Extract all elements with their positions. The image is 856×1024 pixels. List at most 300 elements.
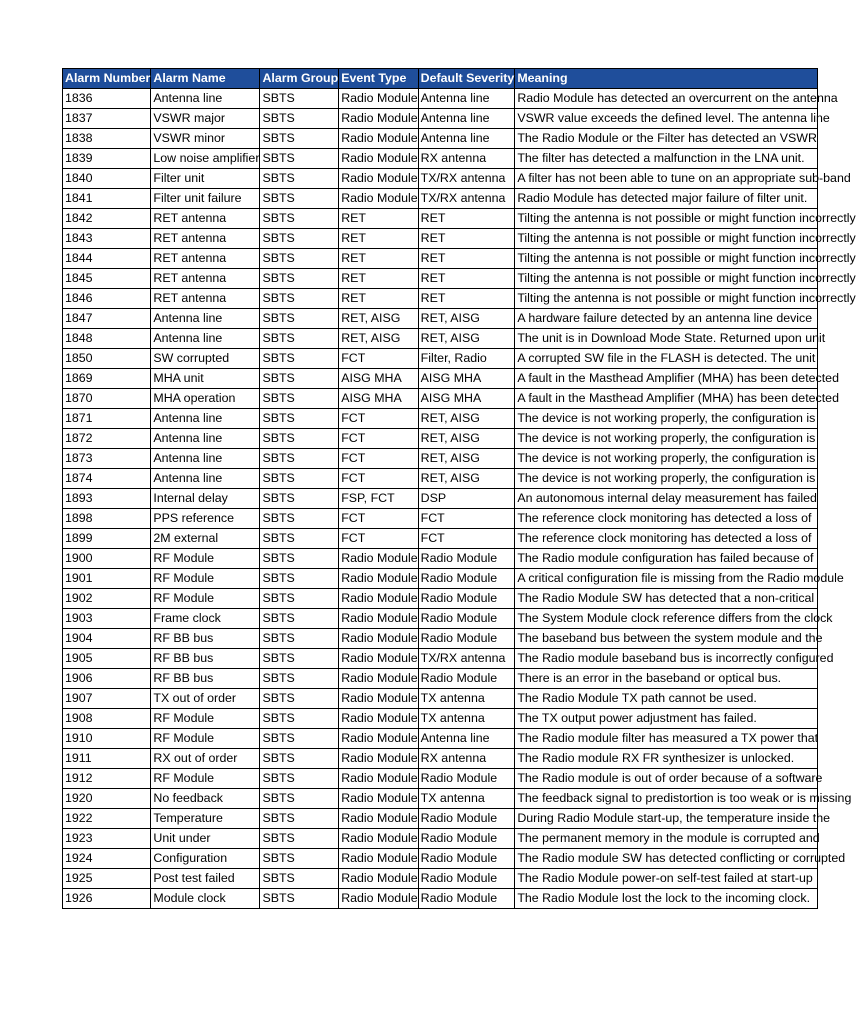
cell-meaning[interactable] <box>515 189 818 209</box>
table-row <box>63 889 818 909</box>
cell-meaning[interactable] <box>515 469 818 489</box>
cell-alarm-number[interactable]: 1904 <box>63 629 151 649</box>
cell-default-severity[interactable]: Radio Module <box>418 669 515 689</box>
meaning-text: A corrupted SW file in the FLASH is detected. The unit <box>517 351 816 365</box>
cell-alarm-name[interactable]: Internal delay <box>151 489 260 509</box>
cell-meaning[interactable] <box>515 849 846 869</box>
cell-alarm-number[interactable]: 1836 <box>63 89 151 109</box>
cell-alarm-number[interactable]: 1926 <box>63 889 151 909</box>
cell-meaning[interactable] <box>515 249 856 269</box>
cell-alarm-name[interactable]: RET antenna <box>151 289 260 309</box>
cell-alarm-group[interactable]: SBTS <box>260 229 339 249</box>
cell-alarm-number[interactable]: 1873 <box>63 449 151 469</box>
cell-default-severity[interactable]: TX antenna <box>418 689 515 709</box>
cell-alarm-group[interactable]: SBTS <box>260 189 339 209</box>
cell-alarm-name[interactable]: Antenna line <box>151 329 260 349</box>
cell-meaning[interactable] <box>515 569 844 589</box>
cell-alarm-number[interactable]: 1903 <box>63 609 151 629</box>
cell-default-severity[interactable]: FCT <box>418 529 515 549</box>
table-row <box>63 169 818 189</box>
cell-alarm-number[interactable]: 1840 <box>63 169 151 189</box>
cell-event-type[interactable]: Radio Module <box>339 169 418 189</box>
table-row <box>63 589 818 609</box>
cell-meaning[interactable] <box>515 149 818 169</box>
cell-event-type[interactable]: Radio Module <box>339 109 418 129</box>
cell-event-type[interactable]: RET <box>339 209 418 229</box>
cell-meaning[interactable] <box>515 349 818 369</box>
cell-event-type[interactable]: Radio Module <box>339 129 418 149</box>
meaning-text: The System Module clock reference differs from the clock <box>517 611 833 625</box>
cell-meaning[interactable] <box>515 549 818 569</box>
cell-event-type[interactable]: Radio Module <box>339 809 418 829</box>
cell-event-type[interactable]: RET <box>339 249 418 269</box>
cell-alarm-name[interactable]: RET antenna <box>151 229 260 249</box>
meaning-text: The permanent memory in the module is corrupted and <box>517 831 820 845</box>
cell-event-type[interactable]: FCT <box>339 349 418 369</box>
cell-event-type[interactable]: Radio Module <box>339 749 418 769</box>
cell-event-type[interactable]: RET, AISG <box>339 329 418 349</box>
cell-alarm-group[interactable]: SBTS <box>260 629 339 649</box>
table-row <box>63 189 818 209</box>
table-row <box>63 369 818 389</box>
cell-meaning[interactable] <box>515 129 818 149</box>
cell-meaning[interactable] <box>515 729 818 749</box>
cell-default-severity[interactable]: RX antenna <box>418 749 515 769</box>
cell-default-severity[interactable]: Radio Module <box>418 849 515 869</box>
cell-alarm-group[interactable]: SBTS <box>260 409 339 429</box>
table-row <box>63 389 818 409</box>
cell-alarm-group[interactable]: SBTS <box>260 209 339 229</box>
cell-alarm-name[interactable]: RF BB bus <box>151 669 260 689</box>
cell-alarm-group[interactable]: SBTS <box>260 309 339 329</box>
cell-alarm-number[interactable]: 1839 <box>63 149 151 169</box>
cell-alarm-number[interactable]: 1908 <box>63 709 151 729</box>
meaning-text: The Radio module RX FR synthesizer is unlocked. <box>517 751 795 765</box>
cell-meaning[interactable] <box>515 489 818 509</box>
meaning-text: The Radio module is out of order because of a software <box>517 771 823 785</box>
cell-default-severity[interactable]: Radio Module <box>418 829 515 849</box>
cell-event-type[interactable]: Radio Module <box>339 589 418 609</box>
cell-alarm-name[interactable]: RET antenna <box>151 249 260 269</box>
cell-event-type[interactable]: FCT <box>339 429 418 449</box>
cell-alarm-name[interactable]: RET antenna <box>151 209 260 229</box>
cell-alarm-number[interactable]: 1847 <box>63 309 151 329</box>
cell-alarm-group[interactable]: SBTS <box>260 489 339 509</box>
cell-alarm-group[interactable]: SBTS <box>260 509 339 529</box>
cell-meaning[interactable] <box>515 829 818 849</box>
cell-alarm-number[interactable]: 1846 <box>63 289 151 309</box>
cell-alarm-name[interactable]: Filter unit failure <box>151 189 260 209</box>
header-alarm-group[interactable]: Alarm Group <box>260 69 339 89</box>
meaning-text: VSWR value exceeds the defined level. The antenna line <box>517 111 830 125</box>
cell-default-severity[interactable]: DSP <box>418 489 515 509</box>
cell-event-type[interactable]: Radio Module <box>339 889 418 909</box>
cell-alarm-name[interactable]: No feedback <box>151 789 260 809</box>
cell-event-type[interactable]: RET, AISG <box>339 309 418 329</box>
table-body <box>63 89 856 909</box>
cell-alarm-name[interactable]: MHA unit <box>151 369 260 389</box>
cell-meaning[interactable] <box>515 649 834 669</box>
cell-alarm-group[interactable]: SBTS <box>260 689 339 709</box>
meaning-text: Tilting the antenna is not possible or might function incorrectly <box>517 231 856 245</box>
cell-alarm-group[interactable]: SBTS <box>260 349 339 369</box>
cell-default-severity[interactable]: Antenna line <box>418 729 515 749</box>
cell-alarm-name[interactable]: MHA operation <box>151 389 260 409</box>
cell-default-severity[interactable]: FCT <box>418 509 515 529</box>
table-row <box>63 89 818 109</box>
cell-alarm-group[interactable]: SBTS <box>260 709 339 729</box>
cell-default-severity[interactable]: RET <box>418 269 515 289</box>
cell-alarm-name[interactable]: RF Module <box>151 729 260 749</box>
cell-event-type[interactable]: FCT <box>339 529 418 549</box>
meaning-text: The Radio module SW has detected conflicting or corrupted <box>517 851 846 865</box>
cell-alarm-number[interactable]: 1924 <box>63 849 151 869</box>
cell-event-type[interactable]: AISG MHA <box>339 389 418 409</box>
cell-default-severity[interactable]: TX/RX antenna <box>418 169 515 189</box>
meaning-text: A hardware failure detected by an antenna line device <box>517 311 813 325</box>
cell-alarm-number[interactable]: 1838 <box>63 129 151 149</box>
cell-alarm-group[interactable]: SBTS <box>260 609 339 629</box>
cell-alarm-group[interactable]: SBTS <box>260 169 339 189</box>
cell-alarm-number[interactable]: 1893 <box>63 489 151 509</box>
meaning-text: The Radio Module power-on self-test failed at start-up <box>517 871 813 885</box>
cell-alarm-name[interactable]: RF Module <box>151 589 260 609</box>
cell-event-type[interactable]: FSP, FCT <box>339 489 418 509</box>
cell-alarm-group[interactable]: SBTS <box>260 109 339 129</box>
cell-alarm-name[interactable]: SW corrupted <box>151 349 260 369</box>
cell-meaning[interactable] <box>515 509 818 529</box>
cell-meaning[interactable] <box>515 889 818 909</box>
cell-meaning[interactable] <box>515 749 818 769</box>
cell-default-severity[interactable]: RET, AISG <box>418 469 515 489</box>
cell-alarm-name[interactable]: Filter unit <box>151 169 260 189</box>
cell-alarm-group[interactable]: SBTS <box>260 589 339 609</box>
cell-default-severity[interactable]: Radio Module <box>418 569 515 589</box>
cell-alarm-number[interactable]: 1901 <box>63 569 151 589</box>
cell-alarm-name[interactable]: TX out of order <box>151 689 260 709</box>
cell-alarm-name[interactable]: RF BB bus <box>151 629 260 649</box>
cell-alarm-number[interactable]: 1907 <box>63 689 151 709</box>
cell-default-severity[interactable]: RX antenna <box>418 149 515 169</box>
cell-event-type[interactable]: RET <box>339 289 418 309</box>
table-row <box>63 469 818 489</box>
cell-default-severity[interactable]: TX/RX antenna <box>418 649 515 669</box>
cell-alarm-number[interactable]: 1841 <box>63 189 151 209</box>
cell-alarm-number[interactable]: 1899 <box>63 529 151 549</box>
meaning-text: Radio Module has detected major failure of filter unit. <box>517 191 808 205</box>
cell-meaning[interactable] <box>515 529 818 549</box>
cell-default-severity[interactable]: RET <box>418 289 515 309</box>
cell-alarm-group[interactable]: SBTS <box>260 369 339 389</box>
cell-alarm-group[interactable]: SBTS <box>260 729 339 749</box>
cell-event-type[interactable]: FCT <box>339 409 418 429</box>
cell-event-type[interactable]: Radio Module <box>339 189 418 209</box>
cell-alarm-number[interactable]: 1870 <box>63 389 151 409</box>
cell-default-severity[interactable]: Antenna line <box>418 89 515 109</box>
cell-default-severity[interactable]: TX/RX antenna <box>418 189 515 209</box>
cell-alarm-number[interactable]: 1898 <box>63 509 151 529</box>
table-row <box>63 289 818 309</box>
cell-alarm-group[interactable]: SBTS <box>260 469 339 489</box>
cell-alarm-number[interactable]: 1922 <box>63 809 151 829</box>
cell-event-type[interactable]: Radio Module <box>339 689 418 709</box>
cell-event-type[interactable]: Radio Module <box>339 149 418 169</box>
cell-alarm-name[interactable]: RET antenna <box>151 269 260 289</box>
cell-meaning[interactable] <box>515 629 823 649</box>
header-alarm-number[interactable]: Alarm Number <box>63 69 151 89</box>
cell-alarm-number[interactable]: 1848 <box>63 329 151 349</box>
cell-event-type[interactable]: FCT <box>339 469 418 489</box>
cell-meaning[interactable] <box>515 669 818 689</box>
cell-default-severity[interactable]: RET <box>418 249 515 269</box>
table-row <box>63 529 818 549</box>
cell-meaning[interactable] <box>515 269 856 289</box>
cell-default-severity[interactable]: Radio Module <box>418 809 515 829</box>
cell-default-severity[interactable]: Radio Module <box>418 589 515 609</box>
table-row <box>63 709 818 729</box>
meaning-text: The reference clock monitoring has detected a loss of <box>517 511 812 525</box>
cell-event-type[interactable]: AISG MHA <box>339 369 418 389</box>
spreadsheet-area <box>62 68 856 909</box>
cell-alarm-group[interactable]: SBTS <box>260 849 339 869</box>
cell-event-type[interactable]: Radio Module <box>339 869 418 889</box>
cell-meaning[interactable] <box>515 689 818 709</box>
cell-alarm-name[interactable]: RF Module <box>151 769 260 789</box>
meaning-text: The Radio module baseband bus is incorrectly configured <box>517 651 834 665</box>
cell-alarm-name[interactable]: Frame clock <box>151 609 260 629</box>
cell-alarm-group[interactable]: SBTS <box>260 829 339 849</box>
cell-alarm-group[interactable]: SBTS <box>260 269 339 289</box>
cell-alarm-group[interactable]: SBTS <box>260 769 339 789</box>
cell-event-type[interactable]: FCT <box>339 509 418 529</box>
table-row <box>63 649 818 669</box>
cell-meaning[interactable] <box>515 389 839 409</box>
cell-default-severity[interactable]: Antenna line <box>418 129 515 149</box>
cell-event-type[interactable]: RET <box>339 269 418 289</box>
cell-alarm-group[interactable]: SBTS <box>260 449 339 469</box>
cell-alarm-group[interactable]: SBTS <box>260 549 339 569</box>
cell-default-severity[interactable]: RET <box>418 209 515 229</box>
cell-meaning[interactable] <box>515 109 830 129</box>
cell-default-severity[interactable]: Radio Module <box>418 549 515 569</box>
cell-meaning[interactable] <box>515 709 818 729</box>
table-row <box>63 209 818 229</box>
cell-alarm-number[interactable]: 1845 <box>63 269 151 289</box>
cell-alarm-name[interactable]: Configuration <box>151 849 260 869</box>
cell-default-severity[interactable]: TX antenna <box>418 789 515 809</box>
cell-alarm-group[interactable]: SBTS <box>260 89 339 109</box>
header-event-type[interactable]: Event Type <box>339 69 418 89</box>
cell-alarm-number[interactable]: 1923 <box>63 829 151 849</box>
cell-meaning[interactable] <box>515 409 818 429</box>
cell-default-severity[interactable]: Radio Module <box>418 869 515 889</box>
cell-alarm-name[interactable]: Temperature <box>151 809 260 829</box>
cell-default-severity[interactable]: RET, AISG <box>418 409 515 429</box>
meaning-text: The filter has detected a malfunction in the LNA unit. <box>517 151 805 165</box>
cell-event-type[interactable]: Radio Module <box>339 649 418 669</box>
cell-meaning[interactable] <box>515 449 818 469</box>
cell-event-type[interactable]: FCT <box>339 449 418 469</box>
table-row <box>63 829 818 849</box>
cell-meaning[interactable] <box>515 309 818 329</box>
table-row <box>63 509 818 529</box>
cell-event-type[interactable]: Radio Module <box>339 609 418 629</box>
cell-alarm-name[interactable]: Antenna line <box>151 429 260 449</box>
cell-meaning[interactable] <box>515 769 823 789</box>
cell-default-severity[interactable]: RET, AISG <box>418 449 515 469</box>
cell-alarm-name[interactable]: Antenna line <box>151 469 260 489</box>
cell-alarm-group[interactable]: SBTS <box>260 429 339 449</box>
cell-default-severity[interactable]: RET, AISG <box>418 329 515 349</box>
cell-event-type[interactable]: Radio Module <box>339 549 418 569</box>
cell-event-type[interactable]: Radio Module <box>339 669 418 689</box>
cell-default-severity[interactable]: AISG MHA <box>418 389 515 409</box>
cell-alarm-number[interactable]: 1911 <box>63 749 151 769</box>
cell-event-type[interactable]: Radio Module <box>339 729 418 749</box>
meaning-text: Tilting the antenna is not possible or might function incorrectly <box>517 291 856 305</box>
cell-meaning[interactable] <box>515 89 838 109</box>
cell-alarm-name[interactable]: Unit under <box>151 829 260 849</box>
cell-meaning[interactable] <box>515 609 833 629</box>
cell-meaning[interactable] <box>515 209 856 229</box>
cell-alarm-name[interactable]: Antenna line <box>151 449 260 469</box>
cell-alarm-name[interactable]: VSWR major <box>151 109 260 129</box>
meaning-text: The Radio Module lost the lock to the incoming clock. <box>517 891 811 905</box>
cell-alarm-group[interactable]: SBTS <box>260 149 339 169</box>
cell-alarm-group[interactable]: SBTS <box>260 809 339 829</box>
cell-alarm-group[interactable]: SBTS <box>260 289 339 309</box>
cell-event-type[interactable]: Radio Module <box>339 769 418 789</box>
cell-alarm-group[interactable]: SBTS <box>260 249 339 269</box>
cell-alarm-number[interactable]: 1874 <box>63 469 151 489</box>
cell-alarm-group[interactable]: SBTS <box>260 129 339 149</box>
meaning-text: The Radio Module SW has detected that a non-critical <box>517 591 815 605</box>
meaning-text: The feedback signal to predistortion is too weak or is missing <box>517 791 852 805</box>
cell-default-severity[interactable]: Filter, Radio <box>418 349 515 369</box>
cell-event-type[interactable]: Radio Module <box>339 829 418 849</box>
cell-alarm-group[interactable]: SBTS <box>260 329 339 349</box>
cell-meaning[interactable] <box>515 229 856 249</box>
cell-alarm-group[interactable]: SBTS <box>260 889 339 909</box>
cell-event-type[interactable]: Radio Module <box>339 629 418 649</box>
cell-alarm-number[interactable]: 1837 <box>63 109 151 129</box>
cell-alarm-number[interactable]: 1872 <box>63 429 151 449</box>
cell-alarm-number[interactable]: 1912 <box>63 769 151 789</box>
cell-meaning[interactable] <box>515 869 818 889</box>
cell-event-type[interactable]: Radio Module <box>339 849 418 869</box>
cell-alarm-name[interactable]: Antenna line <box>151 89 260 109</box>
cell-alarm-group[interactable]: SBTS <box>260 669 339 689</box>
cell-alarm-number[interactable]: 1900 <box>63 549 151 569</box>
cell-default-severity[interactable]: Radio Module <box>418 629 515 649</box>
meaning-text: There is an error in the baseband or optical bus. <box>517 671 782 685</box>
cell-alarm-group[interactable]: SBTS <box>260 789 339 809</box>
cell-meaning[interactable] <box>515 369 839 389</box>
cell-default-severity[interactable]: RET, AISG <box>418 309 515 329</box>
cell-meaning[interactable] <box>515 789 852 809</box>
cell-meaning[interactable] <box>515 329 826 349</box>
table-row <box>63 669 818 689</box>
cell-alarm-group[interactable]: SBTS <box>260 389 339 409</box>
cell-alarm-name[interactable]: Low noise amplifier <box>151 149 260 169</box>
cell-event-type[interactable]: RET <box>339 229 418 249</box>
cell-alarm-name[interactable]: RX out of order <box>151 749 260 769</box>
cell-alarm-group[interactable]: SBTS <box>260 529 339 549</box>
cell-alarm-group[interactable]: SBTS <box>260 749 339 769</box>
table-row <box>63 689 818 709</box>
cell-meaning[interactable] <box>515 589 818 609</box>
cell-alarm-number[interactable]: 1871 <box>63 409 151 429</box>
cell-alarm-number[interactable]: 1905 <box>63 649 151 669</box>
meaning-text: A critical configuration file is missing from the Radio module <box>517 571 844 585</box>
cell-alarm-name[interactable]: RF BB bus <box>151 649 260 669</box>
meaning-text: The Radio module configuration has failed because of <box>517 551 814 565</box>
cell-alarm-name[interactable]: Antenna line <box>151 309 260 329</box>
table-row <box>63 849 818 869</box>
cell-alarm-name[interactable]: 2M external <box>151 529 260 549</box>
header-alarm-name[interactable]: Alarm Name <box>151 69 260 89</box>
cell-event-type[interactable]: Radio Module <box>339 89 418 109</box>
cell-alarm-name[interactable]: Module clock <box>151 889 260 909</box>
cell-alarm-name[interactable]: RF Module <box>151 709 260 729</box>
cell-alarm-name[interactable]: RF Module <box>151 549 260 569</box>
cell-meaning[interactable] <box>515 169 851 189</box>
cell-default-severity[interactable]: RET <box>418 229 515 249</box>
cell-alarm-group[interactable]: SBTS <box>260 569 339 589</box>
cell-alarm-number[interactable]: 1925 <box>63 869 151 889</box>
cell-event-type[interactable]: Radio Module <box>339 569 418 589</box>
meaning-text: The Radio module filter has measured a TX power that <box>517 731 819 745</box>
cell-alarm-number[interactable]: 1850 <box>63 349 151 369</box>
cell-event-type[interactable]: Radio Module <box>339 709 418 729</box>
cell-default-severity[interactable]: RET, AISG <box>418 429 515 449</box>
cell-default-severity[interactable]: Antenna line <box>418 109 515 129</box>
meaning-text: The Radio Module or the Filter has detected an VSWR <box>517 131 817 145</box>
cell-alarm-name[interactable]: VSWR minor <box>151 129 260 149</box>
cell-alarm-group[interactable]: SBTS <box>260 649 339 669</box>
cell-alarm-name[interactable]: Antenna line <box>151 409 260 429</box>
cell-alarm-number[interactable]: 1843 <box>63 229 151 249</box>
cell-default-severity[interactable]: Radio Module <box>418 889 515 909</box>
cell-alarm-number[interactable]: 1869 <box>63 369 151 389</box>
cell-event-type[interactable]: Radio Module <box>339 789 418 809</box>
cell-meaning[interactable] <box>515 429 818 449</box>
cell-alarm-number[interactable]: 1920 <box>63 789 151 809</box>
cell-alarm-number[interactable]: 1844 <box>63 249 151 269</box>
cell-default-severity[interactable]: TX antenna <box>418 709 515 729</box>
cell-meaning[interactable] <box>515 289 856 309</box>
cell-alarm-name[interactable]: Post test failed <box>151 869 260 889</box>
cell-alarm-number[interactable]: 1842 <box>63 209 151 229</box>
cell-alarm-number[interactable]: 1910 <box>63 729 151 749</box>
meaning-text: A filter has not been able to tune on an appropriate sub-band <box>517 171 851 185</box>
cell-alarm-name[interactable]: RF Module <box>151 569 260 589</box>
cell-alarm-name[interactable]: PPS reference <box>151 509 260 529</box>
cell-alarm-number[interactable]: 1902 <box>63 589 151 609</box>
cell-default-severity[interactable]: Radio Module <box>418 769 515 789</box>
table-row <box>63 249 818 269</box>
cell-alarm-number[interactable]: 1906 <box>63 669 151 689</box>
header-meaning[interactable]: Meaning <box>515 69 818 89</box>
cell-meaning[interactable] <box>515 809 831 829</box>
meaning-text: The device is not working properly, the configuration is <box>517 471 816 485</box>
cell-default-severity[interactable]: Radio Module <box>418 609 515 629</box>
header-default-severity[interactable]: Default Severity <box>418 69 515 89</box>
table-row <box>63 769 818 789</box>
cell-alarm-group[interactable]: SBTS <box>260 869 339 889</box>
meaning-text: A fault in the Masthead Amplifier (MHA) has been detected <box>517 391 839 405</box>
cell-default-severity[interactable]: AISG MHA <box>418 369 515 389</box>
